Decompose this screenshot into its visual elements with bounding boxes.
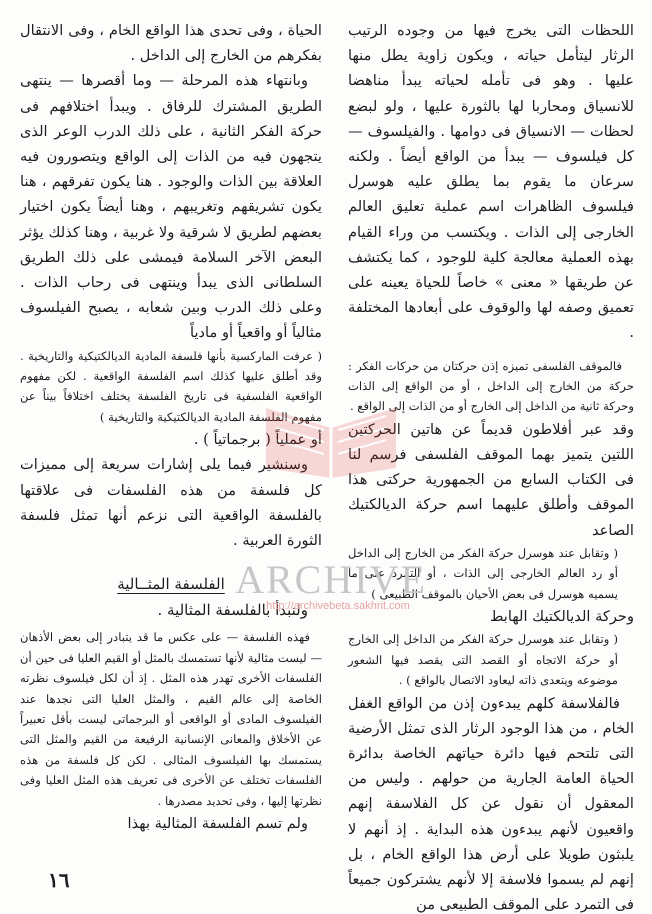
paragraph: وقد عبر أفلاطون قديماً عن هاتين الحركتين اللتين يتميز بهما الموقف الفلسفى فرسم لنا فى الكتاب السابع من الجمهورية حركتى هذا الموقف وأطلق عليهما اسم حركة الديالكتيك الصاعد [348, 420, 634, 539]
paragraph: أو عملياً ( برجماتياً ) . [193, 431, 322, 449]
paragraph: الحياة ، وفى تحدى هذا الواقع الخام ، وفى الانتقال بفكرهم من الخارج إلى الداخل . [20, 22, 322, 65]
paragraph: اللحظات التى يخرج فيها من وجوده الرتيب الرثار ليتأمل حياته ، ويكون زاوية يطل منها عليها . وهو فى تأمله لحياته يبدأ مناهضا للانسياق ومحاربا لها بالثورة عليها ، ولو لبضع لحظات — الانسياق فى دوامها . والفيلسوف — كل فيلسوف — يبدأ من الواقع أيضاً . ولكنه سرعان ما يقوم بما يطلق عليه هوسرل فيلسوف الظاهرات اسم عملية تعليق العالم الخارجى إلى الذات . ويكتسب من وراء القيام بهذه العملية معالجة كلية للوجود ، كما يكتشف عن طريقها « معنى » خاصاً للحياة يعينه على تعميق وصفه لها والوقوف على أبعادها المختلفة . [348, 22, 634, 342]
paragraph: وحركة الديالكتيك الهابط [489, 608, 634, 626]
paragraph-small: فالموقف الفلسفى تميزه إذن حركتان من حركات الفكر : حركة من الخارج إلى الداخل ، أو من الواقع إلى الذات وحركة ثانية من الداخل إلى الخارج أو من الذات إلى الواقع . [348, 358, 634, 414]
watermark-text: ARCHIVE [235, 557, 427, 602]
paragraph-small: فهذه الفلسفة — على عكس ما قد يتبادر إلى بعض الأذهان — ليست مثالية لأنها تستمسك بالمثل أو القيم العليا فى حين أن الفلسفات الأخرى تهدر هذه المثل . إذ أن لكل فيلسوف نظرته الخاصة إلى عالم القيم ، والمثل العليا التى نجدها عند الفيلسوف المادى أو الواقعى أو البرجماتى ليست بأقل تعبيراً عن الأخلاق والمعانى الإنسانية الرفيعة من القيم والمثل التى يستمسك بها الفيلسوف المثالى . لكن كل فلسفة من هذه الفلسفات تختلف عن الأخرى فى تعريف هذه المثل العليا وفى نظرتها إليها ، وفى تحديد مصدرها . [20, 630, 322, 808]
section-heading: الفلسفة المثــالية [117, 575, 225, 594]
paragraph-small: ( وتقابل عند هوسرل حركة الفكر من الخارج إلى الداخل أو رد العالم الخارجى إلى الذات ، أو التمرد على ما يسميه هوسرل فى بعض الأحيان بالموقف الطبيعى ) [348, 545, 618, 601]
page-number: ١٦ [48, 868, 70, 892]
archive-logo-icon [256, 388, 406, 480]
paragraph: ولم تسم الفلسفة المثالية بهذا [127, 814, 308, 832]
paragraph-small: ( عرفت الماركسية بأنها فلسفة المادية الديالكتيكية والتاريخية . وقد أطلق عليها كذلك اسم الفلسفة الواقعية . لكن مفهوم الواقعية الفلسفية فى تاريخ الفلسفة يختلف اختلافاً بيناً عن مفهوم الفلسفة المادية الديالكتيكية والتاريخية ) [20, 348, 322, 424]
sub-heading: ولنبدأ بالفلسفة المثالية . [157, 601, 308, 620]
paragraph: فالفلاسفة كلهم يبدءون إذن من الواقع الغفل الخام ، من هذا الوجود الرثار الذى تمثل الأرضية التى تلتحم فيها دائرة حياتهم الخاصة بدائرة الحياة العامة الجارية من حولهم . وليس من المعقول أن نقول عن كل الفلاسفة إنهم واقعيون لأنهم يبدءون هذه البداية . إذ أنهم لا يلبثون طويلا على أرض هذا الواقع الخام ، بل إنهم لم يسموا فلاسفة إلا لأنهم يشتركون جميعاً فى التمرد على الموقف الطبيعى من [348, 694, 634, 914]
watermark-url: http://archivebeta.sakhrit.com [266, 600, 410, 612]
paragraph: وسنشير فيما يلى إشارات سريعة إلى مميزات كل فلسفة من هذه الفلسفات فى علاقتها بالفلسفة الواقعية التى نزعم أنها تمثل فلسفة الثورة العربية . [20, 456, 322, 550]
paragraph: وبانتهاء هذه المرحلة — وما أقصرها — ينتهى الطريق المشترك للرفاق . ويبدأ اختلافهم فى حركة الفكر الثانية ، على ذلك الدرب الوعر الذى يتجهون فيه من الذات إلى الواقع ويتصورون فيه العلاقة بين الذات والوجود . هنا يكون تفرقهم ، هنا يكون تشريقهم وتغريبهم ، وهنا أيضاً يكون اختيار بعضهم لطريق لا شرقية ولا غربية ، وهنا كذلك يؤثر البعض الآخر السلامة فيمشى على ذلك الطريق السلطانى الذى يبدأ وينتهى فى رحاب الذات . وعلى ذلك الدرب وبين شعابه ، يصبح الفيلسوف مثالياً أو واقعياً أو مادياً [20, 72, 322, 342]
paragraph-small: ( وتقابل عند هوسرل حركة الفكر من الداخل إلى الخارج أو حركة الاتجاه أو القصد التى يقصد فيها الشعور موضوعه ويتعدى ذاته ليعاود الاتصال بالواقع ) . [348, 632, 618, 688]
